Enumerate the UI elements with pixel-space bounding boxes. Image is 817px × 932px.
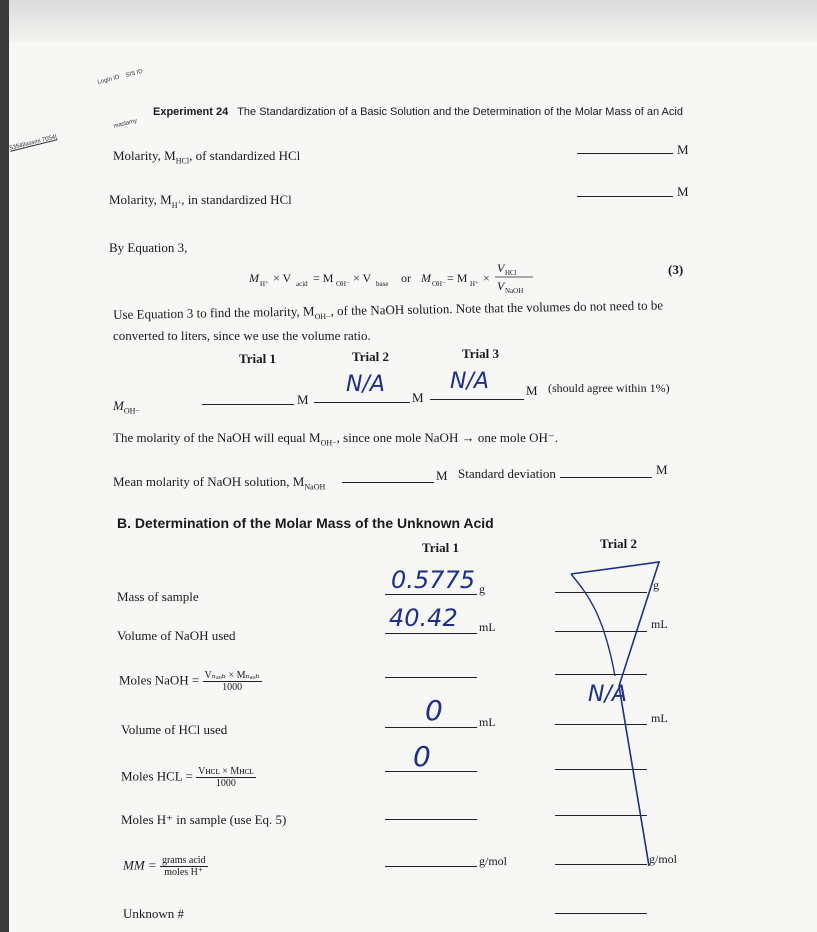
moles-h-label: Moles H⁺ in sample (use Eq. 5)	[121, 812, 287, 827]
svg-text:HCl: HCl	[505, 269, 517, 277]
page-top-shadow	[9, 0, 817, 42]
vol-hcl-t1-unit: mL	[479, 715, 496, 729]
worksheet-page	[9, 0, 817, 932]
molarity-hcl-unit: M	[677, 142, 689, 157]
moh-trial2-unit: M	[412, 390, 424, 405]
equation-3	[249, 258, 579, 298]
std-dev-unit: M	[656, 462, 668, 477]
moles-naoh-fraction: $\frac{\text{Vₙₐₒₕ × Mₙₐₒₕ}}{1000}$	[204, 670, 260, 693]
unknown-label: Unknown #	[123, 906, 185, 921]
molarity-note: The molarity of the NaOH will equal $M_{OH-}$, since one mole NaOH → one mole OH⁻.	[113, 430, 558, 448]
svg-text:V: V	[497, 279, 505, 293]
vol-hcl-t1-value: 0	[425, 694, 443, 727]
login-value: maslamy	[113, 118, 138, 130]
mass-t1-blank[interactable]	[385, 594, 477, 595]
vol-hcl-label: Volume of HCl used	[121, 722, 228, 737]
instruction-line-2: converted to liters, since we use the volume ratio.	[113, 328, 371, 343]
moh-trial1-blank[interactable]	[202, 404, 294, 405]
mm-t2-unit: g/mol	[649, 852, 678, 866]
svg-text:= M: = M	[447, 271, 468, 285]
svg-text:H⁺: H⁺	[470, 280, 479, 288]
sis-value: 5354|lassmi 7054|	[9, 134, 58, 152]
mass-t2-unit: g	[653, 578, 659, 592]
std-dev-blank[interactable]	[560, 477, 652, 478]
mm-fraction: $\frac{\text{grams acid}}{\text{moles H⁺}}$	[161, 855, 206, 878]
trial-1-heading: Trial 1	[239, 351, 276, 366]
mass-t1-unit: g	[479, 582, 485, 596]
mass-t1-value: 0.5775	[391, 566, 475, 594]
mm-t1-unit: g/mol	[479, 854, 508, 868]
by-equation-label: By Equation 3,	[109, 240, 188, 255]
unknown-t2-blank[interactable]	[555, 913, 647, 914]
svg-text:= M: = M	[313, 271, 334, 285]
moh-trial3-unit: M	[526, 383, 538, 398]
svg-text:× V: × V	[273, 271, 292, 285]
mm-label: MM = $\frac{\text{grams acid}}{\text{moles H⁺}}$	[123, 855, 206, 878]
moles-naoh-t1-blank[interactable]	[385, 677, 477, 678]
svg-text:×: ×	[483, 271, 490, 285]
login-id-label: Login ID	[97, 74, 121, 86]
svg-text:M: M	[421, 271, 431, 285]
vol-naoh-label: Volume of NaOH used	[117, 628, 236, 643]
trial-2-heading: Trial 2	[352, 349, 389, 364]
mean-molarity-label: Mean molarity of NaOH solution, $M_{NaOH}$	[113, 474, 326, 492]
b-trial-2-heading: Trial 2	[600, 536, 637, 551]
instruction-line-1: Use Equation 3 to find the molarity, $M_{OH-}$, of the NaOH solution. Note that the volumes do not need to be	[113, 297, 664, 322]
svg-text:M: M	[249, 271, 259, 285]
svg-text:× V: × V	[353, 271, 372, 285]
mm-t1-blank[interactable]	[385, 866, 477, 867]
svg-text:H⁺: H⁺	[260, 280, 269, 288]
vol-naoh-t1-value: 40.42	[389, 604, 458, 632]
moles-hcl-t1-value: 0	[413, 740, 431, 773]
b-trial-1-heading: Trial 1	[422, 540, 459, 555]
login-stamp	[97, 69, 143, 86]
sis-id-label: SIS ID	[125, 68, 144, 79]
vol-naoh-t2-unit: mL	[651, 617, 668, 631]
svg-text:V: V	[497, 261, 505, 275]
moh-trial2-blank[interactable]	[314, 402, 410, 403]
moles-h-t1-blank[interactable]	[385, 819, 477, 820]
std-dev-label: Standard deviation	[458, 466, 556, 481]
trial2-crossout	[549, 556, 689, 876]
login-value-stamp	[113, 118, 138, 130]
svg-text:or: or	[401, 271, 411, 285]
vol-naoh-t1-blank[interactable]	[385, 633, 477, 634]
molarity-h-unit: M	[677, 184, 689, 199]
moh-trial2-value: N/A	[346, 372, 385, 397]
svg-text:OH⁻: OH⁻	[432, 280, 446, 288]
molarity-h-label: Molarity, $M_{H^+}$, in standardized HCl	[109, 192, 292, 210]
svg-text:base: base	[376, 280, 389, 288]
experiment-number: Experiment 24	[153, 106, 229, 118]
svg-text:acid: acid	[296, 280, 308, 288]
sis-value-stamp	[9, 134, 57, 152]
moh-trial3-value: N/A	[450, 369, 489, 394]
moles-hcl-t1-blank[interactable]	[385, 771, 477, 772]
vol-hcl-t1-blank[interactable]	[385, 727, 477, 728]
moles-hcl-label: Moles HCL = $\frac{\text{Vʜᴄʟ × Mʜᴄʟ}}{1000}$	[121, 766, 254, 789]
moles-hcl-fraction: $\frac{\text{Vʜᴄʟ × Mʜᴄʟ}}{1000}$	[198, 766, 254, 789]
mean-molarity-unit: M	[436, 468, 448, 483]
molarity-hcl-label: Molarity, $M_{HCl}$, of standardized HCl	[113, 148, 301, 166]
trial2-na-value: N/A	[588, 682, 627, 707]
moles-naoh-label: Moles NaOH = $\frac{\text{Vₙₐₒₕ × Mₙₐₒₕ}}{1000}$	[119, 670, 260, 693]
moh-label: $M_{OH-}$	[113, 398, 140, 416]
vol-hcl-t2-unit: mL	[651, 711, 668, 725]
equation-number: (3)	[668, 262, 684, 277]
molarity-h-blank[interactable]	[577, 196, 673, 197]
section-b-title: B. Determination of the Molar Mass of the Unknown Acid	[117, 515, 494, 531]
experiment-header	[153, 106, 683, 118]
mass-label: Mass of sample	[117, 589, 199, 604]
mean-molarity-blank[interactable]	[342, 482, 434, 483]
experiment-title: The Standardization of a Basic Solution and the Determination of the Molar Mass of an Acid	[237, 106, 683, 118]
moh-trial3-blank[interactable]	[430, 399, 524, 400]
molarity-hcl-blank[interactable]	[577, 153, 673, 154]
agree-note: (should agree within 1%)	[548, 381, 670, 395]
svg-text:NaOH: NaOH	[505, 287, 524, 295]
svg-text:OH⁻: OH⁻	[336, 280, 350, 288]
vol-naoh-t1-unit: mL	[479, 620, 496, 634]
trial-3-heading: Trial 3	[462, 346, 499, 361]
moh-trial1-unit: M	[297, 392, 309, 407]
